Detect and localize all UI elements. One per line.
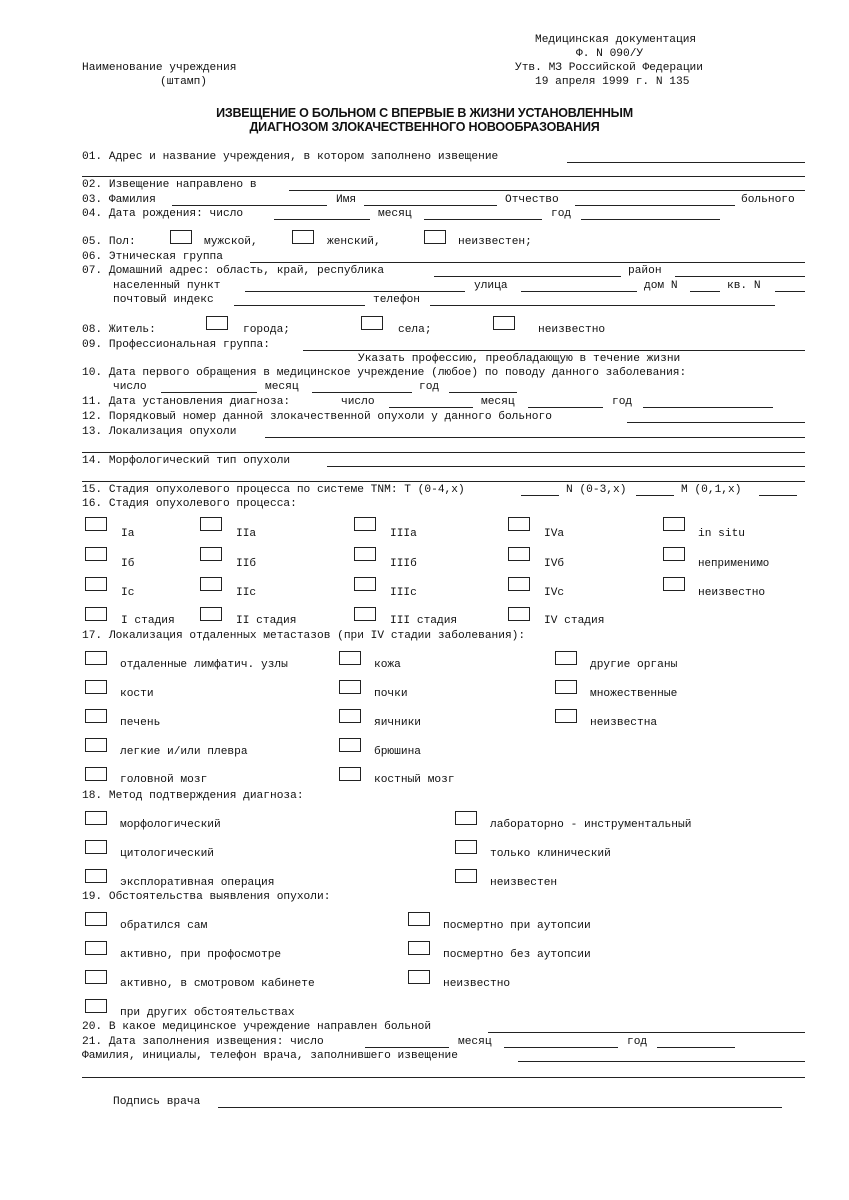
tnm-m-input[interactable] bbox=[759, 495, 797, 496]
tnm-n-input[interactable] bbox=[636, 495, 674, 496]
meta-brain-label: головной мозг bbox=[120, 774, 208, 786]
stage-Ic-checkbox[interactable] bbox=[85, 577, 107, 591]
resident-city-label: города; bbox=[243, 324, 290, 336]
confirm-lab-label: лабораторно - инструментальный bbox=[490, 819, 692, 831]
resident-village-label: села; bbox=[398, 324, 432, 336]
doctor-label: Фамилия, инициалы, телефон врача, заполнившего извещение bbox=[82, 1050, 458, 1062]
field-04-day-input[interactable] bbox=[274, 219, 370, 220]
sex-male-checkbox[interactable] bbox=[170, 230, 192, 244]
detect-unknown-label: неизвестно bbox=[443, 978, 511, 990]
stage-IVa-checkbox[interactable] bbox=[508, 517, 530, 531]
stage-Ib-checkbox[interactable] bbox=[85, 547, 107, 561]
field-06-label: 06. Этническая группа bbox=[82, 251, 223, 263]
stage-Ib-label: Iб bbox=[121, 558, 135, 570]
stage-IVb-checkbox[interactable] bbox=[508, 547, 530, 561]
field-07-apt-input[interactable] bbox=[775, 291, 805, 292]
stamp-label: (штамп) bbox=[160, 76, 207, 88]
meta-unknown-checkbox[interactable] bbox=[555, 709, 577, 723]
field-21-month-input[interactable] bbox=[504, 1047, 618, 1048]
field-14-label: 14. Морфологический тип опухоли bbox=[82, 455, 291, 467]
meta-lungs-label: легкие и/или плевра bbox=[120, 746, 248, 758]
meta-kidneys-checkbox[interactable] bbox=[339, 680, 361, 694]
field-09-input[interactable] bbox=[303, 350, 805, 351]
field-04-label: 04. Дата рождения: число bbox=[82, 208, 244, 220]
field-01-input-line2[interactable] bbox=[82, 176, 805, 177]
field-19-label: 19. Обстоятельства выявления опухоли: bbox=[82, 891, 331, 903]
field-14-input-line2[interactable] bbox=[82, 481, 805, 482]
meta-marrow-label: костный мозг bbox=[374, 774, 455, 786]
stage-IV-checkbox[interactable] bbox=[508, 607, 530, 621]
sex-unknown-label: неизвестен; bbox=[458, 236, 532, 248]
field-11-day-input[interactable] bbox=[389, 407, 473, 408]
signature-input[interactable] bbox=[218, 1107, 782, 1108]
meta-lungs-checkbox[interactable] bbox=[85, 738, 107, 752]
stage-IIc-checkbox[interactable] bbox=[200, 577, 222, 591]
field-06-input[interactable] bbox=[250, 262, 805, 263]
confirm-unknown-checkbox[interactable] bbox=[455, 869, 477, 883]
confirm-unknown-label: неизвестен bbox=[490, 877, 558, 889]
header-form-number: Ф. N 090/У bbox=[576, 48, 644, 60]
field-18-label: 18. Метод подтверждения диагноза: bbox=[82, 790, 304, 802]
meta-other-checkbox[interactable] bbox=[555, 651, 577, 665]
stage-IIa-label: IIa bbox=[236, 528, 257, 540]
field-12-input[interactable] bbox=[627, 422, 805, 423]
field-11-day-label: число bbox=[341, 396, 375, 408]
form-title-line1: ИЗВЕЩЕНИЕ О БОЛЬНОМ С ВПЕРВЫЕ В ЖИЗНИ УСТАНОВЛЕННЫМ bbox=[216, 106, 633, 120]
field-03-patronymic-label: Отчество bbox=[505, 194, 559, 206]
stage-I-label: I стадия bbox=[121, 615, 175, 627]
sex-female-checkbox[interactable] bbox=[292, 230, 314, 244]
field-10-day-label: число bbox=[113, 381, 147, 393]
stage-I-checkbox[interactable] bbox=[85, 607, 107, 621]
field-07-postcode-label: почтовый индекс bbox=[113, 294, 214, 306]
confirm-surgery-label: эксплоративная операция bbox=[120, 877, 275, 889]
meta-ovaries-label: яичники bbox=[374, 717, 421, 729]
confirm-cyto-label: цитологический bbox=[120, 848, 214, 860]
field-12-label: 12. Порядковый номер данной злокачественной опухоли у данного больного bbox=[82, 411, 552, 423]
meta-other-label: другие органы bbox=[590, 659, 678, 671]
meta-lymph-checkbox[interactable] bbox=[85, 651, 107, 665]
header-approved: Утв. МЗ Российской Федерации bbox=[515, 62, 703, 74]
field-21-day-input[interactable] bbox=[365, 1047, 449, 1048]
field-07-street-label: улица bbox=[474, 280, 508, 292]
meta-skin-label: кожа bbox=[374, 659, 401, 671]
field-11-year-label: год bbox=[612, 396, 633, 408]
confirm-clinical-label: только клинический bbox=[490, 848, 611, 860]
doctor-input-line2[interactable] bbox=[82, 1077, 805, 1078]
field-07-phone-input[interactable] bbox=[430, 305, 775, 306]
stage-II-checkbox[interactable] bbox=[200, 607, 222, 621]
stage-IIb-checkbox[interactable] bbox=[200, 547, 222, 561]
field-07-apt-label: кв. N bbox=[727, 280, 761, 292]
field-07-district-label: район bbox=[628, 265, 662, 277]
confirm-morph-checkbox[interactable] bbox=[85, 811, 107, 825]
stage-not-applicable-label: неприменимо bbox=[698, 558, 770, 570]
detect-no-autopsy-label: посмертно без аутопсии bbox=[443, 949, 591, 961]
field-09-label: 09. Профессиональная группа: bbox=[82, 339, 270, 351]
field-10-year-input[interactable] bbox=[449, 392, 517, 393]
resident-unknown-label: неизвестно bbox=[538, 324, 606, 336]
meta-ovaries-checkbox[interactable] bbox=[339, 709, 361, 723]
field-11-label: 11. Дата установления диагноза: bbox=[82, 396, 291, 408]
stage-Ia-checkbox[interactable] bbox=[85, 517, 107, 531]
field-10-month-input[interactable] bbox=[312, 392, 412, 393]
stage-IIIc-label: IIIc bbox=[390, 587, 417, 599]
field-02-input[interactable] bbox=[289, 190, 805, 191]
detect-checkup-checkbox[interactable] bbox=[85, 941, 107, 955]
stage-Ia-label: Ia bbox=[121, 528, 135, 540]
meta-liver-checkbox[interactable] bbox=[85, 709, 107, 723]
stage-unknown-checkbox[interactable] bbox=[663, 577, 685, 591]
field-01-label: 01. Адрес и название учреждения, в котором заполнено извещение bbox=[82, 151, 499, 163]
field-13-input-line2[interactable] bbox=[82, 452, 805, 453]
field-11-month-input[interactable] bbox=[528, 407, 603, 408]
detect-autopsy-checkbox[interactable] bbox=[408, 912, 430, 926]
field-13-input[interactable] bbox=[265, 437, 805, 438]
stage-Ic-label: Ic bbox=[121, 587, 135, 599]
field-03-patronymic-input[interactable] bbox=[575, 205, 735, 206]
header-date: 19 апреля 1999 г. N 135 bbox=[535, 76, 690, 88]
field-07-settlement-label: населенный пункт bbox=[113, 280, 221, 292]
field-13-label: 13. Локализация опухоли bbox=[82, 426, 237, 438]
field-07-house-label: дом N bbox=[644, 280, 678, 292]
stage-IIa-checkbox[interactable] bbox=[200, 517, 222, 531]
field-07-district-input[interactable] bbox=[675, 276, 805, 277]
stage-II-label: II стадия bbox=[236, 615, 297, 627]
field-02-label: 02. Извещение направлено в bbox=[82, 179, 257, 191]
stage-IVc-checkbox[interactable] bbox=[508, 577, 530, 591]
confirm-morph-label: морфологический bbox=[120, 819, 221, 831]
detect-other-label: при других обстоятельствах bbox=[120, 1007, 295, 1019]
detect-autopsy-label: посмертно при аутопсии bbox=[443, 920, 591, 932]
confirm-surgery-checkbox[interactable] bbox=[85, 869, 107, 883]
field-21-month-label: месяц bbox=[458, 1036, 492, 1048]
field-10-label: 10. Дата первого обращения в медицинское учреждение (любое) по поводу данного заболевания: bbox=[82, 367, 687, 379]
field-20-input[interactable] bbox=[488, 1032, 805, 1033]
meta-bones-checkbox[interactable] bbox=[85, 680, 107, 694]
stage-III-checkbox[interactable] bbox=[354, 607, 376, 621]
field-21-year-input[interactable] bbox=[657, 1047, 735, 1048]
detect-exam-room-label: активно, в смотровом кабинете bbox=[120, 978, 315, 990]
field-17-label: 17. Локализация отдаленных метастазов (при IV стадии заболевания): bbox=[82, 630, 526, 642]
resident-unknown-checkbox[interactable] bbox=[493, 316, 515, 330]
field-09-hint: Указать профессию, преобладающую в течение жизни bbox=[358, 353, 681, 365]
detect-other-checkbox[interactable] bbox=[85, 999, 107, 1013]
stage-unknown-label: неизвестно bbox=[698, 587, 766, 599]
field-03-surname-input[interactable] bbox=[172, 205, 327, 206]
detect-exam-room-checkbox[interactable] bbox=[85, 970, 107, 984]
field-20-label: 20. В какое медицинское учреждение направлен больной bbox=[82, 1021, 432, 1033]
meta-multiple-label: множественные bbox=[590, 688, 678, 700]
resident-city-checkbox[interactable] bbox=[206, 316, 228, 330]
meta-lymph-label: отдаленные лимфатич. узлы bbox=[120, 659, 288, 671]
confirm-cyto-checkbox[interactable] bbox=[85, 840, 107, 854]
stage-in-situ-checkbox[interactable] bbox=[663, 517, 685, 531]
stage-IIIa-checkbox[interactable] bbox=[354, 517, 376, 531]
stage-not-applicable-checkbox[interactable] bbox=[663, 547, 685, 561]
tnm-n-label: N (0-3,x) bbox=[566, 484, 627, 496]
meta-peritoneum-checkbox[interactable] bbox=[339, 738, 361, 752]
meta-kidneys-label: почки bbox=[374, 688, 408, 700]
field-05-label: 05. Пол: bbox=[82, 236, 136, 248]
stage-IIIb-label: IIIб bbox=[390, 558, 417, 570]
field-07-phone-label: телефон bbox=[373, 294, 420, 306]
meta-multiple-checkbox[interactable] bbox=[555, 680, 577, 694]
detect-no-autopsy-checkbox[interactable] bbox=[408, 941, 430, 955]
field-07-region-input[interactable] bbox=[434, 276, 621, 277]
header-doc-type: Медицинская документация bbox=[535, 34, 697, 46]
stage-IIIb-checkbox[interactable] bbox=[354, 547, 376, 561]
meta-bones-label: кости bbox=[120, 688, 154, 700]
stage-IIc-label: IIc bbox=[236, 587, 257, 599]
field-10-day-input[interactable] bbox=[161, 392, 257, 393]
stage-in-situ-label: in situ bbox=[698, 528, 745, 540]
stage-IIb-label: IIб bbox=[236, 558, 257, 570]
field-07-postcode-input[interactable] bbox=[234, 305, 365, 306]
sex-female-label: женский, bbox=[327, 236, 381, 248]
field-01-input[interactable] bbox=[567, 162, 805, 163]
confirm-lab-checkbox[interactable] bbox=[455, 811, 477, 825]
stage-IV-label: IV стадия bbox=[544, 615, 605, 627]
field-07-house-input[interactable] bbox=[690, 291, 720, 292]
stage-IIIc-checkbox[interactable] bbox=[354, 577, 376, 591]
doctor-input[interactable] bbox=[518, 1061, 805, 1062]
field-03-patient-label: больного bbox=[741, 194, 795, 206]
field-04-year-input[interactable] bbox=[581, 219, 720, 220]
detect-unknown-checkbox[interactable] bbox=[408, 970, 430, 984]
field-15-label: 15. Стадия опухолевого процесса по системе TNM: T (0-4,x) bbox=[82, 484, 465, 496]
meta-skin-checkbox[interactable] bbox=[339, 651, 361, 665]
field-07-settlement-input[interactable] bbox=[245, 291, 465, 292]
sex-unknown-checkbox[interactable] bbox=[424, 230, 446, 244]
tnm-m-label: M (0,1,x) bbox=[681, 484, 742, 496]
field-10-month-label: месяц bbox=[265, 381, 299, 393]
meta-peritoneum-label: брюшина bbox=[374, 746, 421, 758]
field-03-surname-label: 03. Фамилия bbox=[82, 194, 156, 206]
detect-self-checkbox[interactable] bbox=[85, 912, 107, 926]
field-04-month-label: месяц bbox=[378, 208, 412, 220]
detect-self-label: обратился сам bbox=[120, 920, 208, 932]
signature-label: Подпись врача bbox=[113, 1096, 201, 1108]
resident-village-checkbox[interactable] bbox=[361, 316, 383, 330]
field-14-input[interactable] bbox=[327, 466, 805, 467]
meta-unknown-label: неизвестна bbox=[590, 717, 658, 729]
field-07-street-input[interactable] bbox=[521, 291, 637, 292]
stage-IVc-label: IVc bbox=[544, 587, 565, 599]
field-21-year-label: год bbox=[627, 1036, 648, 1048]
confirm-clinical-checkbox[interactable] bbox=[455, 840, 477, 854]
field-04-month-input[interactable] bbox=[424, 219, 542, 220]
field-04-year-label: год bbox=[551, 208, 572, 220]
form-title-line2: ДИАГНОЗОМ ЗЛОКАЧЕСТВЕННОГО НОВООБРАЗОВАНИЯ bbox=[249, 120, 600, 134]
field-03-name-input[interactable] bbox=[364, 205, 497, 206]
field-11-month-label: месяц bbox=[481, 396, 515, 408]
sex-male-label: мужской, bbox=[204, 236, 258, 248]
tnm-t-input[interactable] bbox=[521, 495, 559, 496]
stage-IVb-label: IVб bbox=[544, 558, 565, 570]
field-08-label: 08. Житель: bbox=[82, 324, 156, 336]
field-11-year-input[interactable] bbox=[643, 407, 773, 408]
stage-IIIa-label: IIIa bbox=[390, 528, 417, 540]
field-16-label: 16. Стадия опухолевого процесса: bbox=[82, 498, 297, 510]
stage-IVa-label: IVa bbox=[544, 528, 565, 540]
institution-name-label: Наименование учреждения bbox=[82, 62, 237, 74]
meta-marrow-checkbox[interactable] bbox=[339, 767, 361, 781]
stage-III-label: III стадия bbox=[390, 615, 458, 627]
meta-liver-label: печень bbox=[120, 717, 161, 729]
field-21-label: 21. Дата заполнения извещения: число bbox=[82, 1036, 324, 1048]
field-10-year-label: год bbox=[419, 381, 440, 393]
field-03-name-label: Имя bbox=[336, 194, 357, 206]
field-07-region-label: 07. Домашний адрес: область, край, республика bbox=[82, 265, 385, 277]
detect-checkup-label: активно, при профосмотре bbox=[120, 949, 282, 961]
meta-brain-checkbox[interactable] bbox=[85, 767, 107, 781]
